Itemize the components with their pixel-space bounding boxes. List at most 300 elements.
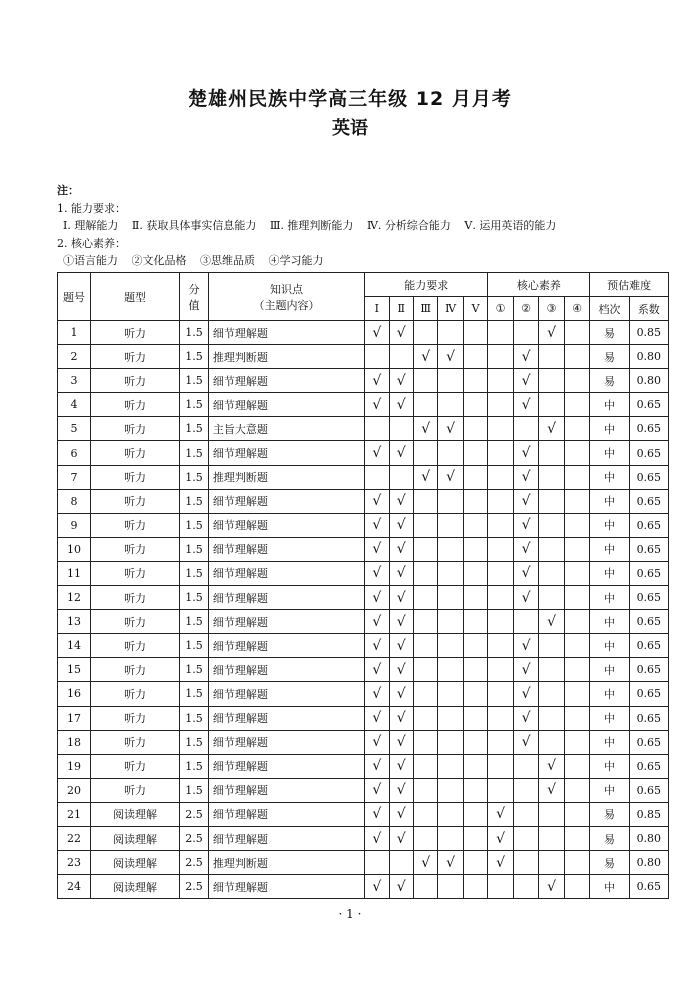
check-mark-icon: √	[396, 661, 406, 678]
cell-type: 听力	[90, 561, 179, 585]
cell-number: 13	[58, 610, 91, 634]
cell-literacy	[539, 345, 565, 369]
cell-ability	[438, 802, 464, 826]
check-mark-icon: √	[521, 710, 531, 727]
table-row	[58, 826, 669, 850]
cell-ability	[365, 369, 389, 393]
cell-coef: 0.65	[629, 875, 668, 899]
cell-ability	[463, 778, 487, 802]
cell-level: 中	[590, 537, 629, 561]
cell-literacy	[564, 465, 590, 489]
check-mark-icon: √	[396, 565, 406, 582]
table-row	[58, 345, 669, 369]
cell-ability	[463, 441, 487, 465]
cell-ability	[463, 489, 487, 513]
cell-literacy	[564, 489, 590, 513]
check-mark-icon: √	[547, 324, 557, 341]
table-row	[58, 875, 669, 899]
cell-ability	[413, 561, 437, 585]
cell-coef: 0.65	[629, 441, 668, 465]
cell-number: 24	[58, 875, 91, 899]
cell-ability	[365, 561, 389, 585]
cell-type: 听力	[90, 754, 179, 778]
cell-topic: 细节理解题	[208, 441, 364, 465]
check-mark-icon: √	[521, 396, 531, 413]
spec-table	[57, 272, 669, 899]
cell-number: 3	[58, 369, 91, 393]
cell-literacy	[513, 610, 539, 634]
cell-ability	[365, 851, 389, 875]
check-mark-icon: √	[396, 878, 406, 895]
cell-coef: 0.65	[629, 706, 668, 730]
cell-score: 1.5	[180, 730, 209, 754]
cell-literacy	[539, 561, 565, 585]
cell-ability	[365, 754, 389, 778]
cell-ability	[438, 826, 464, 850]
literacy-item: ①语言能力	[63, 254, 118, 267]
cell-ability	[413, 610, 437, 634]
header-knowledge	[208, 273, 364, 321]
cell-ability	[413, 754, 437, 778]
cell-literacy	[564, 345, 590, 369]
cell-ability	[365, 658, 389, 682]
cell-ability	[438, 754, 464, 778]
cell-literacy	[513, 537, 539, 561]
cell-ability	[463, 754, 487, 778]
table-row	[58, 802, 669, 826]
cell-topic: 推理判断题	[208, 465, 364, 489]
cell-score: 2.5	[180, 802, 209, 826]
cell-ability	[438, 513, 464, 537]
cell-literacy	[564, 682, 590, 706]
cell-literacy	[539, 658, 565, 682]
cell-ability	[389, 730, 413, 754]
cell-literacy	[513, 345, 539, 369]
check-mark-icon: √	[396, 324, 406, 341]
cell-number: 17	[58, 706, 91, 730]
cell-ability	[463, 537, 487, 561]
cell-score: 2.5	[180, 826, 209, 850]
header-ability-col: Ⅱ	[389, 297, 413, 321]
cell-topic: 推理判断题	[208, 345, 364, 369]
header-ability-col: Ⅴ	[463, 297, 487, 321]
cell-topic: 细节理解题	[208, 754, 364, 778]
cell-score: 2.5	[180, 875, 209, 899]
cell-ability	[463, 730, 487, 754]
literacy-heading: 2. 核心素养：	[57, 236, 126, 250]
header-ability-col: Ⅳ	[438, 297, 464, 321]
cell-literacy	[539, 730, 565, 754]
header-score-line2: 值	[188, 298, 200, 312]
cell-score: 1.5	[180, 682, 209, 706]
cell-coef: 0.65	[629, 465, 668, 489]
cell-topic: 细节理解题	[208, 537, 364, 561]
cell-coef: 0.65	[629, 489, 668, 513]
cell-number: 2	[58, 345, 91, 369]
cell-ability	[413, 393, 437, 417]
subject-title: 英语	[332, 118, 368, 139]
cell-literacy	[564, 730, 590, 754]
cell-ability	[438, 417, 464, 441]
cell-ability	[413, 875, 437, 899]
cell-ability	[438, 393, 464, 417]
cell-type: 听力	[90, 778, 179, 802]
cell-level: 易	[590, 369, 629, 393]
cell-level: 中	[590, 875, 629, 899]
cell-ability	[413, 851, 437, 875]
cell-ability	[438, 321, 464, 345]
cell-ability	[438, 778, 464, 802]
check-mark-icon: √	[396, 613, 406, 630]
check-mark-icon: √	[372, 541, 382, 558]
check-mark-icon: √	[396, 372, 406, 389]
header-ability-group: 能力要求	[365, 273, 488, 297]
cell-level: 中	[590, 441, 629, 465]
cell-score: 1.5	[180, 513, 209, 537]
check-mark-icon: √	[547, 420, 557, 437]
cell-ability	[438, 489, 464, 513]
cell-ability	[413, 369, 437, 393]
cell-coef: 0.80	[629, 826, 668, 850]
cell-literacy	[564, 586, 590, 610]
cell-ability	[389, 441, 413, 465]
cell-ability	[463, 658, 487, 682]
cell-literacy	[564, 875, 590, 899]
check-mark-icon: √	[547, 782, 557, 799]
cell-coef: 0.65	[629, 561, 668, 585]
table-row	[58, 706, 669, 730]
cell-ability	[389, 321, 413, 345]
cell-literacy	[539, 393, 565, 417]
cell-ability	[389, 393, 413, 417]
cell-literacy	[513, 417, 539, 441]
cell-type: 听力	[90, 610, 179, 634]
cell-level: 易	[590, 826, 629, 850]
cell-ability	[413, 441, 437, 465]
cell-literacy	[488, 826, 514, 850]
cell-coef: 0.65	[629, 754, 668, 778]
header-literacy-col: ①	[488, 297, 514, 321]
cell-literacy	[513, 754, 539, 778]
table-row	[58, 730, 669, 754]
cell-level: 易	[590, 345, 629, 369]
cell-number: 20	[58, 778, 91, 802]
cell-level: 中	[590, 513, 629, 537]
cell-score: 1.5	[180, 778, 209, 802]
cell-ability	[389, 875, 413, 899]
check-mark-icon: √	[396, 830, 406, 847]
check-mark-icon: √	[396, 710, 406, 727]
cell-literacy	[564, 441, 590, 465]
cell-literacy	[539, 802, 565, 826]
check-mark-icon: √	[372, 589, 382, 606]
check-mark-icon: √	[421, 348, 431, 365]
cell-ability	[438, 851, 464, 875]
check-mark-icon: √	[372, 878, 382, 895]
literacy-list	[57, 252, 657, 270]
cell-ability	[438, 658, 464, 682]
check-mark-icon: √	[421, 854, 431, 871]
cell-literacy	[488, 754, 514, 778]
cell-level: 易	[590, 321, 629, 345]
cell-number: 14	[58, 634, 91, 658]
cell-ability	[365, 537, 389, 561]
cell-ability	[389, 610, 413, 634]
check-mark-icon: √	[521, 637, 531, 654]
cell-coef: 0.85	[629, 802, 668, 826]
cell-literacy	[488, 634, 514, 658]
cell-type: 听力	[90, 489, 179, 513]
cell-literacy	[513, 513, 539, 537]
cell-literacy	[488, 321, 514, 345]
cell-ability	[463, 345, 487, 369]
cell-literacy	[564, 826, 590, 850]
check-mark-icon: √	[396, 445, 406, 462]
header-knowledge-line1: 知识点	[269, 282, 303, 296]
cell-literacy	[488, 465, 514, 489]
ability-item: Ⅲ. 推理判断能力	[269, 219, 354, 232]
check-mark-icon: √	[396, 517, 406, 534]
header-literacy-col: ②	[513, 297, 539, 321]
cell-topic: 细节理解题	[208, 393, 364, 417]
cell-ability	[413, 802, 437, 826]
cell-coef: 0.85	[629, 321, 668, 345]
table-row	[58, 321, 669, 345]
cell-ability	[365, 875, 389, 899]
cell-ability	[463, 321, 487, 345]
cell-ability	[389, 658, 413, 682]
cell-ability	[389, 417, 413, 441]
cell-ability	[463, 417, 487, 441]
literacy-item: ③思维品质	[200, 254, 255, 267]
cell-type: 听力	[90, 730, 179, 754]
cell-ability	[389, 369, 413, 393]
cell-type: 听力	[90, 393, 179, 417]
cell-ability	[365, 489, 389, 513]
cell-ability	[413, 321, 437, 345]
cell-level: 中	[590, 610, 629, 634]
cell-ability	[438, 465, 464, 489]
cell-topic: 细节理解题	[208, 561, 364, 585]
cell-number: 12	[58, 586, 91, 610]
cell-ability	[389, 802, 413, 826]
table-row	[58, 634, 669, 658]
cell-literacy	[488, 513, 514, 537]
cell-literacy	[513, 826, 539, 850]
check-mark-icon: √	[372, 806, 382, 823]
table-header	[58, 273, 669, 321]
check-mark-icon: √	[521, 348, 531, 365]
cell-literacy	[488, 875, 514, 899]
cell-ability	[463, 393, 487, 417]
cell-type: 听力	[90, 682, 179, 706]
cell-literacy	[564, 321, 590, 345]
cell-ability	[438, 345, 464, 369]
cell-level: 易	[590, 802, 629, 826]
cell-ability	[463, 802, 487, 826]
cell-ability	[438, 537, 464, 561]
cell-literacy	[488, 369, 514, 393]
cell-literacy	[539, 826, 565, 850]
table-row	[58, 369, 669, 393]
literacy-item: ②文化品格	[131, 254, 187, 267]
notes-heading: 注：	[57, 184, 79, 197]
cell-topic: 细节理解题	[208, 875, 364, 899]
cell-ability	[365, 513, 389, 537]
cell-literacy	[539, 417, 565, 441]
header-score-line1: 分	[188, 282, 200, 296]
cell-literacy	[513, 441, 539, 465]
cell-literacy	[488, 417, 514, 441]
cell-ability	[365, 441, 389, 465]
cell-literacy	[539, 706, 565, 730]
cell-coef: 0.65	[629, 417, 668, 441]
cell-ability	[438, 730, 464, 754]
cell-coef: 0.65	[629, 513, 668, 537]
notes-section	[57, 182, 657, 270]
cell-ability	[365, 802, 389, 826]
cell-literacy	[513, 802, 539, 826]
check-mark-icon: √	[372, 661, 382, 678]
header-literacy-group: 核心素养	[488, 273, 590, 297]
table-row	[58, 682, 669, 706]
cell-ability	[463, 706, 487, 730]
table-row	[58, 393, 669, 417]
cell-type: 听力	[90, 441, 179, 465]
cell-type: 听力	[90, 345, 179, 369]
cell-literacy	[513, 586, 539, 610]
cell-literacy	[539, 465, 565, 489]
cell-literacy	[539, 610, 565, 634]
cell-ability	[365, 826, 389, 850]
table-row	[58, 465, 669, 489]
cell-score: 1.5	[180, 658, 209, 682]
check-mark-icon: √	[521, 493, 531, 510]
cell-number: 22	[58, 826, 91, 850]
cell-literacy	[564, 369, 590, 393]
check-mark-icon: √	[372, 324, 382, 341]
cell-type: 听力	[90, 369, 179, 393]
cell-ability	[389, 345, 413, 369]
check-mark-icon: √	[396, 637, 406, 654]
cell-literacy	[539, 851, 565, 875]
header-literacy-col: ③	[539, 297, 565, 321]
cell-ability	[389, 706, 413, 730]
cell-literacy	[564, 778, 590, 802]
check-mark-icon: √	[396, 589, 406, 606]
check-mark-icon: √	[372, 565, 382, 582]
check-mark-icon: √	[372, 396, 382, 413]
check-mark-icon: √	[521, 517, 531, 534]
cell-ability	[413, 586, 437, 610]
cell-ability	[413, 778, 437, 802]
cell-ability	[365, 465, 389, 489]
cell-number: 9	[58, 513, 91, 537]
table-body	[58, 321, 669, 899]
table-row	[58, 489, 669, 513]
cell-number: 1	[58, 321, 91, 345]
cell-literacy	[513, 369, 539, 393]
header-knowledge-line2: （主题内容）	[253, 298, 320, 312]
cell-topic: 细节理解题	[208, 513, 364, 537]
cell-ability	[463, 610, 487, 634]
cell-literacy	[513, 730, 539, 754]
check-mark-icon: √	[372, 830, 382, 847]
cell-literacy	[488, 706, 514, 730]
cell-score: 1.5	[180, 345, 209, 369]
cell-literacy	[488, 802, 514, 826]
cell-literacy	[488, 658, 514, 682]
cell-type: 阅读理解	[90, 802, 179, 826]
check-mark-icon: √	[446, 348, 456, 365]
check-mark-icon: √	[372, 637, 382, 654]
table-row	[58, 513, 669, 537]
cell-ability	[438, 586, 464, 610]
cell-literacy	[513, 658, 539, 682]
cell-literacy	[564, 417, 590, 441]
check-mark-icon: √	[396, 782, 406, 799]
cell-literacy	[488, 537, 514, 561]
cell-ability	[413, 465, 437, 489]
cell-literacy	[539, 441, 565, 465]
cell-literacy	[564, 802, 590, 826]
cell-score: 1.5	[180, 537, 209, 561]
header-difficulty-group: 预估难度	[590, 273, 669, 297]
check-mark-icon: √	[521, 685, 531, 702]
cell-number: 15	[58, 658, 91, 682]
cell-number: 18	[58, 730, 91, 754]
cell-coef: 0.65	[629, 730, 668, 754]
cell-ability	[389, 537, 413, 561]
check-mark-icon: √	[521, 469, 531, 486]
cell-topic: 细节理解题	[208, 634, 364, 658]
cell-ability	[389, 465, 413, 489]
cell-literacy	[513, 561, 539, 585]
cell-ability	[365, 730, 389, 754]
cell-topic: 细节理解题	[208, 369, 364, 393]
cell-ability	[438, 561, 464, 585]
cell-ability	[365, 393, 389, 417]
check-mark-icon: √	[521, 565, 531, 582]
cell-ability	[413, 730, 437, 754]
cell-ability	[365, 706, 389, 730]
check-mark-icon: √	[396, 685, 406, 702]
check-mark-icon: √	[396, 493, 406, 510]
cell-level: 中	[590, 706, 629, 730]
cell-topic: 细节理解题	[208, 730, 364, 754]
cell-level: 中	[590, 754, 629, 778]
cell-topic: 细节理解题	[208, 826, 364, 850]
cell-topic: 细节理解题	[208, 610, 364, 634]
cell-score: 1.5	[180, 706, 209, 730]
cell-literacy	[488, 345, 514, 369]
cell-type: 听力	[90, 586, 179, 610]
cell-type: 阅读理解	[90, 851, 179, 875]
cell-ability	[463, 875, 487, 899]
cell-level: 易	[590, 851, 629, 875]
table-row	[58, 537, 669, 561]
cell-ability	[365, 682, 389, 706]
cell-literacy	[539, 754, 565, 778]
cell-topic: 细节理解题	[208, 321, 364, 345]
cell-number: 8	[58, 489, 91, 513]
cell-topic: 推理判断题	[208, 851, 364, 875]
cell-literacy	[539, 875, 565, 899]
cell-score: 1.5	[180, 441, 209, 465]
cell-number: 21	[58, 802, 91, 826]
check-mark-icon: √	[521, 661, 531, 678]
cell-ability	[389, 513, 413, 537]
